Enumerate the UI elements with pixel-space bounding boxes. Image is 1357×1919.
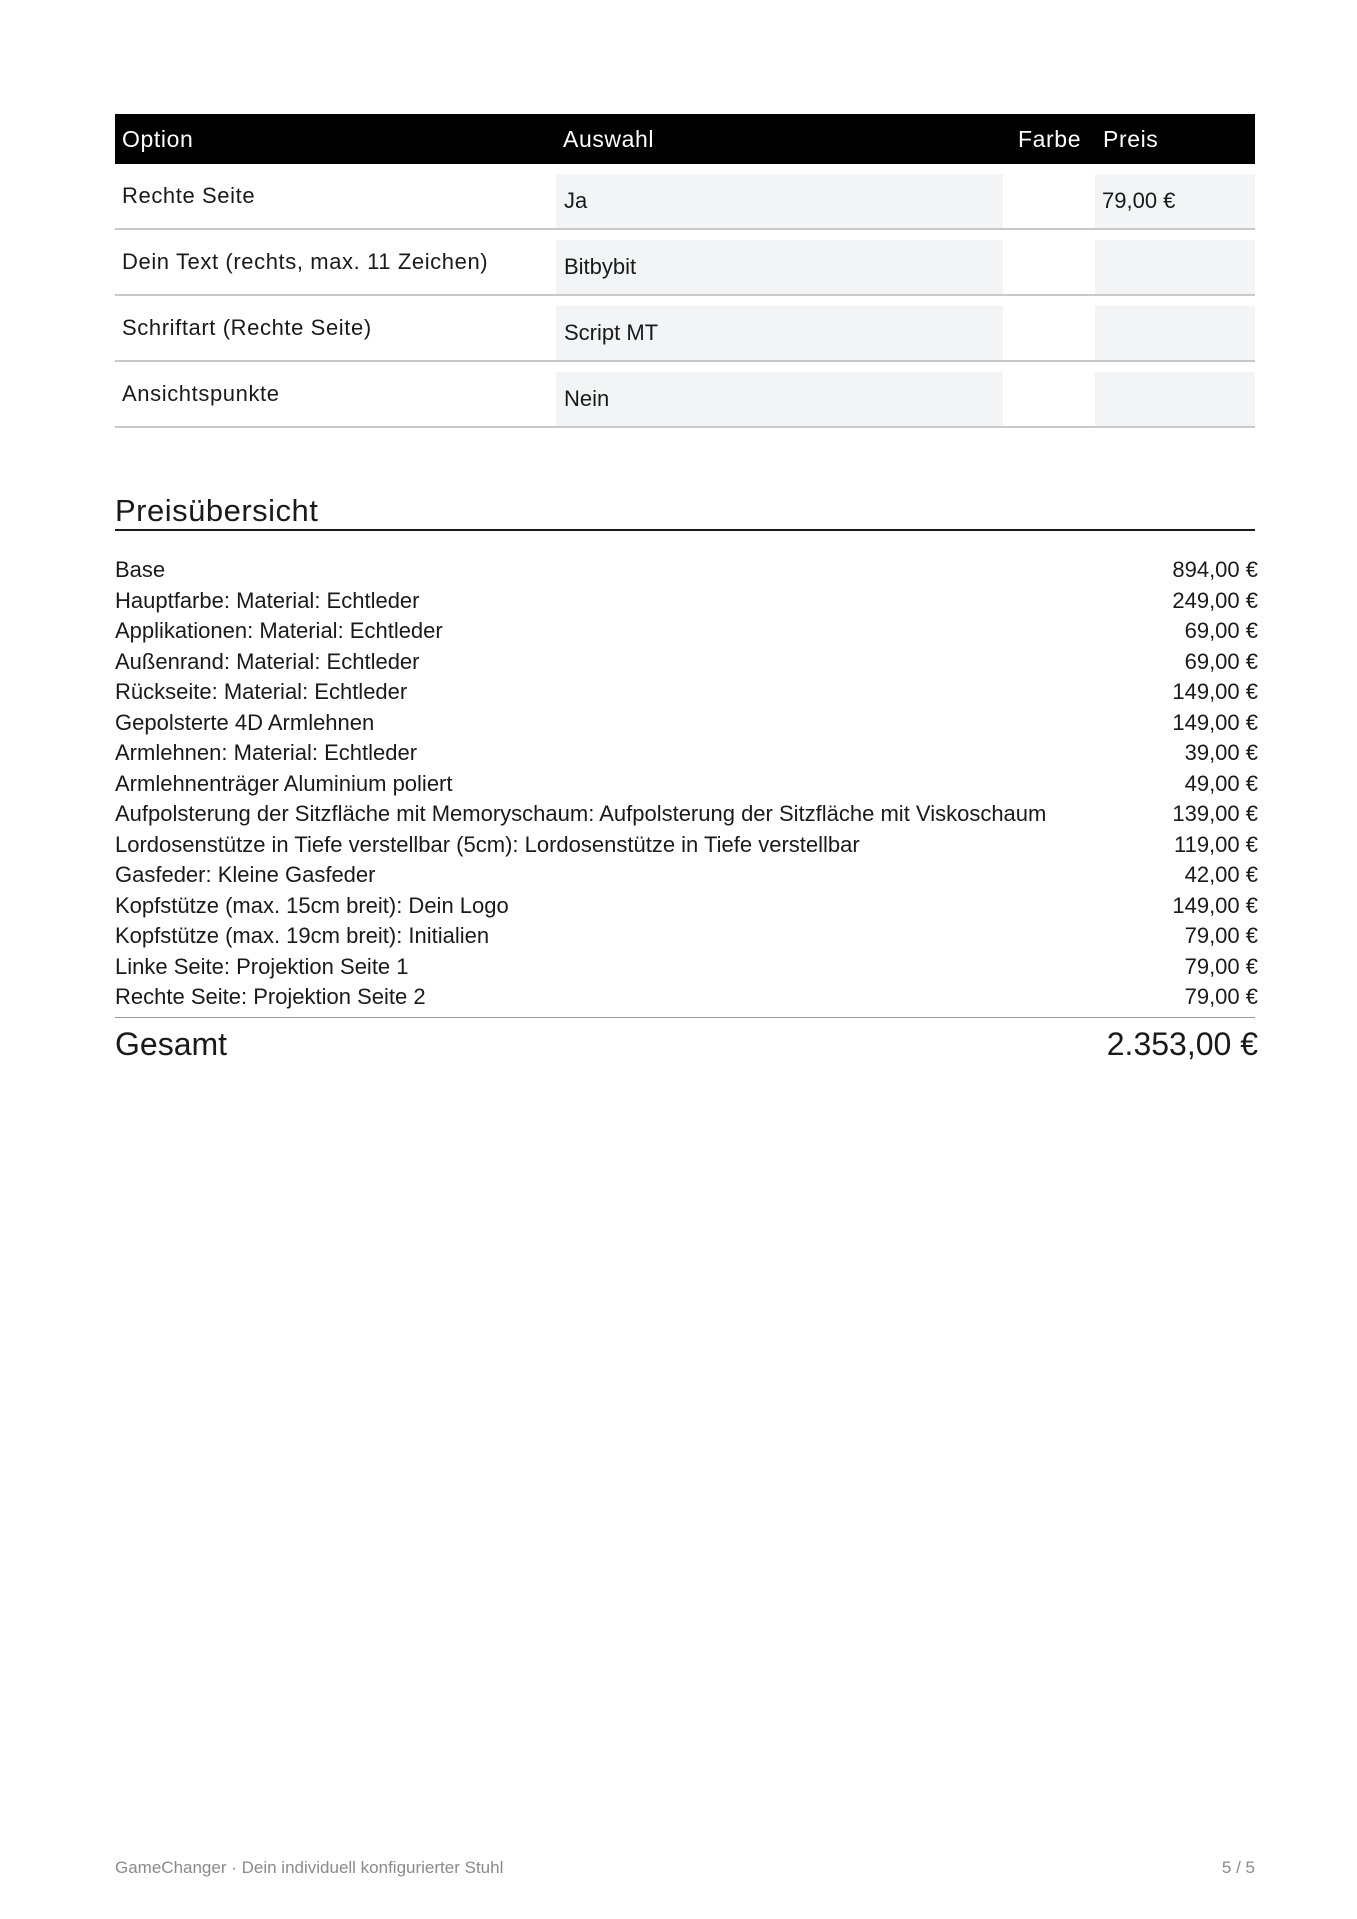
list-item (115, 982, 1258, 1013)
header-preis: Preis (1103, 125, 1159, 152)
options-section (115, 114, 1255, 428)
table-row (115, 296, 1255, 362)
item-label: Linke Seite: Projektion Seite 1 (115, 953, 409, 979)
item-label: Rückseite: Material: Echtleder (115, 679, 408, 704)
list-item (115, 647, 1258, 678)
option-color (1003, 235, 1095, 289)
item-amount: 894,00 € (1172, 557, 1258, 582)
list-item (115, 555, 1258, 586)
item-label: Aufpolsterung der Sitzfläche mit Memoryschaum: Aufpolsterung der Sitzfläche mit Viskoschaum (115, 801, 1047, 826)
option-price (1095, 306, 1255, 360)
item-amount: 79,00 € (1184, 923, 1258, 948)
option-label: Dein Text (rechts, max. 11 Zeichen) (122, 249, 489, 274)
item-amount: 69,00 € (1184, 618, 1258, 643)
price-overview (115, 493, 1258, 1068)
page-number: 5 / 5 (1221, 1858, 1255, 1877)
option-value: Nein (556, 372, 1003, 426)
page-footer (115, 1858, 1255, 1878)
item-label: Kopfstütze (max. 19cm breit): Initialien (115, 923, 490, 948)
item-amount: 79,00 € (1184, 953, 1258, 979)
list-item (115, 738, 1258, 769)
option-label: Rechte Seite (122, 183, 256, 208)
option-label: Schriftart (Rechte Seite) (122, 315, 372, 340)
header-option: Option (122, 125, 194, 152)
table-row (115, 362, 1255, 428)
item-label: Gasfeder: Kleine Gasfeder (115, 862, 376, 887)
item-label: Kopfstütze (max. 15cm breit): Dein Logo (115, 892, 509, 918)
option-price (1095, 372, 1255, 426)
overview-title: Preisübersicht (115, 493, 1255, 531)
list-item (115, 677, 1258, 708)
list-item (115, 891, 1258, 922)
item-amount: 149,00 € (1172, 679, 1258, 704)
item-label: Gepolsterte 4D Armlehnen (115, 709, 375, 735)
item-label: Base (115, 557, 166, 582)
item-amount: 119,00 € (1173, 831, 1258, 857)
list-item (115, 799, 1258, 830)
table-row (115, 230, 1255, 296)
item-label: Armlehnen: Material: Echtleder (115, 740, 418, 765)
header-auswahl: Auswahl (563, 125, 655, 152)
footer-document-title: GameChanger · Dein individuell konfigurierter Stuhl (115, 1858, 504, 1877)
list-item (115, 586, 1258, 617)
option-color (1003, 301, 1095, 355)
total-row (115, 1017, 1258, 1068)
option-value: Ja (556, 174, 1003, 228)
item-amount: 39,00 € (1184, 740, 1258, 765)
item-label: Armlehnenträger Aluminium poliert (115, 770, 453, 796)
option-value: Script MT (556, 306, 1003, 360)
total-amount: 2.353,00 € (1106, 1025, 1258, 1062)
list-item (115, 769, 1258, 800)
list-item (115, 860, 1258, 891)
item-amount: 49,00 € (1184, 770, 1258, 796)
table-row (115, 164, 1255, 230)
list-item (115, 708, 1258, 739)
item-amount: 69,00 € (1184, 648, 1258, 674)
item-label: Lordosenstütze in Tiefe verstellbar (5cm): Lordosenstütze in Tiefe verstellbar (115, 831, 860, 857)
option-color (1003, 367, 1095, 421)
item-label: Hauptfarbe: Material: Echtleder (115, 587, 420, 613)
item-amount: 139,00 € (1172, 801, 1258, 826)
item-amount: 149,00 € (1172, 709, 1258, 735)
item-amount: 149,00 € (1172, 892, 1258, 918)
item-label: Applikationen: Material: Echtleder (115, 618, 443, 643)
item-amount: 249,00 € (1172, 587, 1258, 613)
list-item (115, 921, 1258, 952)
item-amount: 42,00 € (1184, 862, 1258, 887)
list-item (115, 830, 1258, 861)
price-list (115, 555, 1258, 1013)
total-label: Gesamt (115, 1025, 228, 1062)
header-farbe: Farbe (1018, 125, 1082, 152)
option-price: 79,00 € (1095, 174, 1255, 228)
item-label: Rechte Seite: Projektion Seite 2 (115, 984, 426, 1009)
option-label: Ansichtspunkte (122, 381, 280, 406)
item-label: Außenrand: Material: Echtleder (115, 648, 420, 674)
item-amount: 79,00 € (1184, 984, 1258, 1009)
list-item (115, 616, 1258, 647)
list-item (115, 952, 1258, 983)
options-table-header (115, 114, 1255, 164)
option-price (1095, 240, 1255, 294)
option-color (1003, 169, 1095, 223)
option-value: Bitbybit (556, 240, 1003, 294)
